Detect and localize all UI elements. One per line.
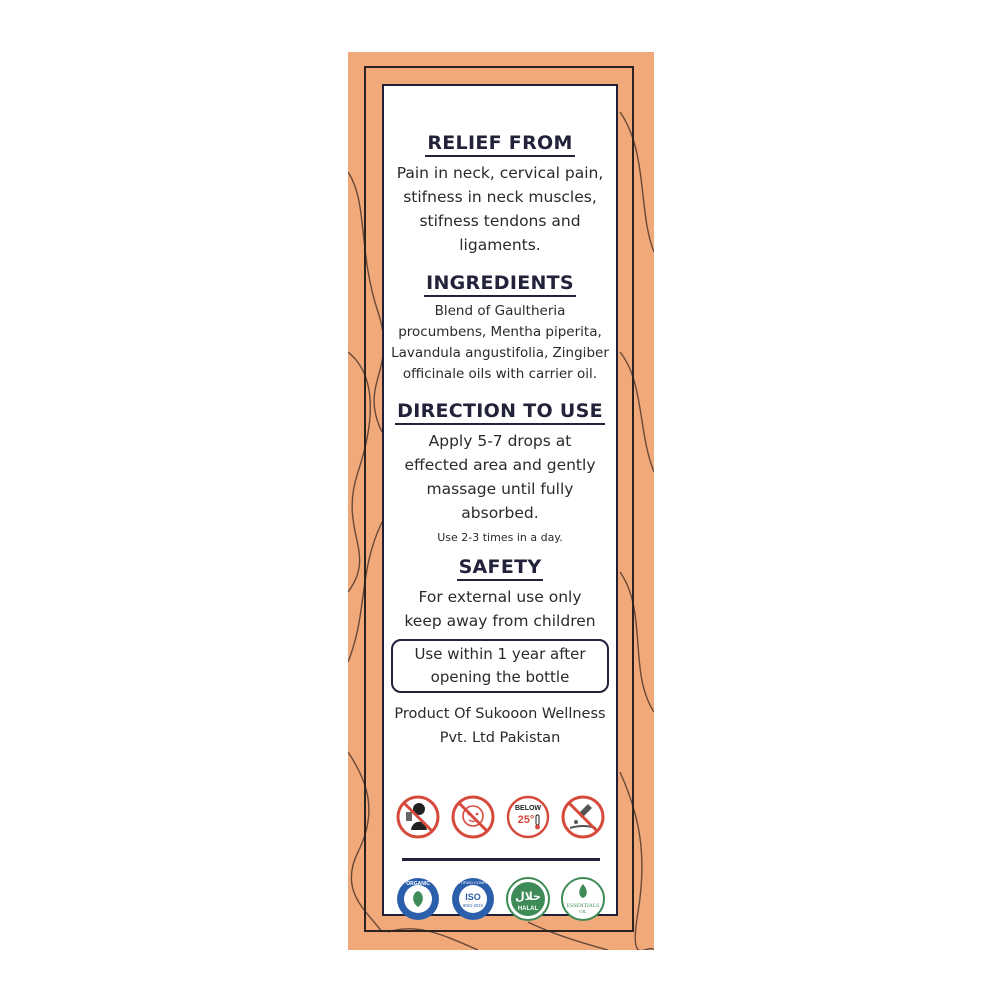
relief-line: stifness in neck muscles, (403, 188, 597, 206)
essentials-sub: OIL (578, 909, 587, 914)
halal-badge-icon (505, 876, 551, 922)
ingredients-line: Lavandula angustifolia, Zingiber (391, 345, 609, 361)
direction-line: massage until fully (426, 480, 574, 498)
use-within-notice (391, 639, 609, 693)
certification-badges-row (384, 876, 616, 922)
essentials-text: ESSENTIALS (566, 903, 599, 909)
use-within-line: opening the bottle (430, 668, 570, 686)
maker-line: Pvt. Ltd Pakistan (439, 730, 561, 746)
direction-note: Use 2-3 times in a day. (437, 531, 563, 544)
iso-badge-icon (450, 876, 496, 922)
halal-text: HALAL (517, 906, 538, 912)
no-baby-icon (450, 794, 496, 840)
organic-text: ORGANIC (405, 881, 430, 887)
temperature-icon (505, 794, 551, 840)
relief-heading: RELIEF FROM (425, 132, 574, 157)
ingredients-line: procumbens, Mentha piperita, (398, 324, 602, 340)
safety-section (384, 556, 616, 693)
product-box (348, 52, 654, 950)
relief-line: stifness tendons and (419, 212, 581, 230)
info-label (382, 84, 618, 916)
direction-line: absorbed. (461, 504, 539, 522)
use-within-line: Use within 1 year after (414, 645, 586, 663)
safety-heading: SAFETY (457, 556, 544, 581)
relief-section (384, 132, 616, 257)
ingredients-line: Blend of Gaultheria (434, 303, 566, 319)
essentials-oil-badge-icon (560, 876, 606, 922)
organic-badge-icon (395, 876, 441, 922)
iso-ring-text: CERTIFIED COMPANY (451, 880, 494, 885)
direction-line: Apply 5-7 drops at (428, 432, 572, 450)
safety-line: keep away from children (404, 612, 596, 630)
ingredients-section (384, 272, 616, 385)
ingredients-heading: INGREDIENTS (424, 272, 576, 297)
direction-heading: DIRECTION TO USE (395, 400, 605, 425)
direction-line: effected area and gently (404, 456, 596, 474)
iso-sub: 9001-2015 (462, 903, 483, 908)
no-drinking-icon (395, 794, 441, 840)
no-dropper-icon (560, 794, 606, 840)
direction-section (384, 400, 616, 544)
warning-icons-row (384, 794, 616, 840)
safety-line: For external use only (418, 588, 582, 606)
relief-line: ligaments. (459, 236, 541, 254)
maker-line: Product Of Sukooon Wellness (394, 706, 606, 722)
divider (402, 858, 600, 861)
ingredients-line: officinale oils with carrier oil. (402, 366, 598, 382)
maker-section (384, 698, 616, 750)
halal-arabic: حلال (514, 890, 541, 903)
temp-value: 25° (517, 814, 534, 826)
iso-text: ISO (464, 892, 481, 902)
temp-label: BELOW (514, 805, 541, 812)
relief-line: Pain in neck, cervical pain, (396, 164, 604, 182)
